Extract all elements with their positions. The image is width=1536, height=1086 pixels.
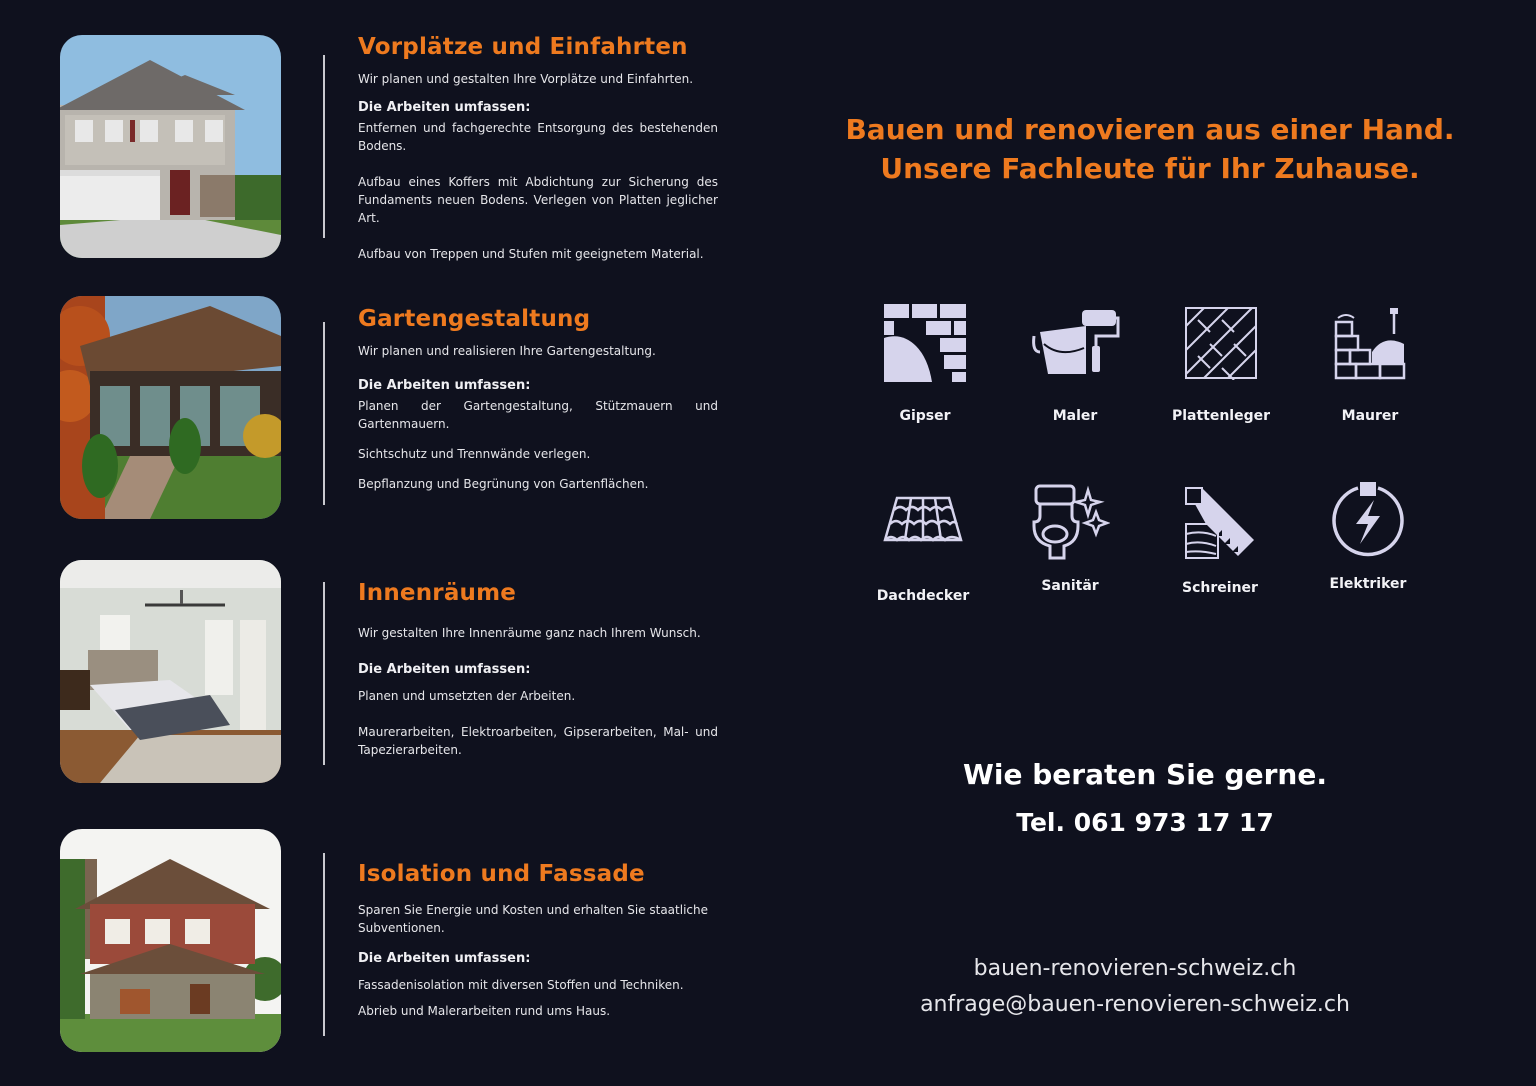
brick-trowel-icon	[1332, 306, 1408, 382]
section-intro: Wir gestalten Ihre Innenräume ganz nach Ihrem Wunsch.	[358, 626, 701, 640]
section-item: Sichtschutz und Trennwände verlegen.	[358, 447, 591, 461]
trade-gipser	[855, 302, 995, 424]
trade-label: Sanitär	[1041, 578, 1099, 594]
plaster-wall-icon	[882, 302, 968, 384]
paint-roller-icon	[1030, 302, 1120, 384]
section-isolation	[358, 861, 718, 1020]
trade-label: Elektriker	[1329, 576, 1407, 592]
photo-garden-house	[60, 296, 281, 519]
trade-label: Schreiner	[1182, 580, 1258, 596]
trade-label: Plattenleger	[1171, 408, 1271, 424]
website-link[interactable]: bauen-renovieren-schweiz.ch	[973, 956, 1297, 981]
section-item: Entfernen und fachgerechte Entsorgung des bestehenden Bodens.	[358, 121, 718, 153]
power-plug-icon	[1330, 482, 1406, 558]
divider-line	[323, 55, 325, 238]
trade-label: Maler	[1052, 408, 1098, 424]
section-title: Innenräume	[358, 580, 517, 606]
section-title: Isolation und Fassade	[358, 861, 645, 887]
section-item: Planen und umsetzten der Arbeiten.	[358, 689, 576, 703]
section-item: Aufbau eines Koffers mit Abdichtung zur Sicherung des Fundaments neuen Bodens. Verlegen von Platten jeglicher Art.	[358, 175, 718, 225]
section-intro: Wir planen und gestalten Ihre Vorplätze und Einfahrten.	[358, 72, 694, 86]
divider-line	[323, 582, 325, 765]
photo-craftsman-house	[60, 829, 281, 1052]
headline-line2: Unsere Fachleute für Ihr Zuhause.	[880, 152, 1420, 185]
section-intro: Wir planen und realisieren Ihre Gartengestaltung.	[358, 344, 656, 358]
trade-label: Dachdecker	[876, 588, 970, 604]
section-subtitle: Die Arbeiten umfassen:	[358, 662, 531, 677]
photo-house-driveway	[60, 35, 281, 258]
trade-schreiner	[1150, 484, 1290, 596]
section-item: Maurerarbeiten, Elektroarbeiten, Gipserarbeiten, Mal- und Tapezierarbeiten.	[358, 725, 718, 757]
trade-maler	[1005, 302, 1145, 424]
section-subtitle: Die Arbeiten umfassen:	[358, 378, 531, 393]
section-item: Bepflanzung und Begrünung von Gartenflächen.	[358, 477, 649, 491]
section-item: Planen der Gartengestaltung, Stützmauern und Gartenmauern.	[358, 399, 718, 431]
headline-line1: Bauen und renovieren aus einer Hand.	[845, 113, 1455, 146]
headline	[820, 110, 1480, 188]
section-item: Aufbau von Treppen und Stufen mit geeignetem Material.	[358, 247, 704, 261]
contact-phone[interactable]: Tel. 061 973 17 17	[1016, 808, 1274, 837]
trade-label: Maurer	[1341, 408, 1399, 424]
divider-line	[323, 853, 325, 1036]
saw-icon	[1182, 484, 1258, 560]
trade-sanitaer	[1000, 482, 1140, 594]
trade-dachdecker	[853, 494, 993, 604]
roof-tile-icon	[881, 494, 965, 546]
tile-icon	[1184, 306, 1258, 380]
section-intro: Sparen Sie Energie und Kosten und erhalten Sie staatliche Subventionen.	[358, 903, 708, 935]
section-gartengestaltung	[358, 306, 718, 493]
section-item: Fassadenisolation mit diversen Stoffen und Techniken.	[358, 978, 684, 992]
section-item: Abrieb und Malerarbeiten rund ums Haus.	[358, 1004, 611, 1018]
email-link[interactable]: anfrage@bauen-renovieren-schweiz.ch	[920, 992, 1350, 1017]
section-title: Vorplätze und Einfahrten	[358, 34, 688, 60]
trade-plattenleger	[1151, 306, 1291, 424]
contact-heading: Wie beraten Sie gerne.	[963, 758, 1327, 791]
trade-label: Gipser	[899, 408, 951, 424]
section-title: Gartengestaltung	[358, 306, 591, 332]
section-vorplaetze	[358, 34, 718, 263]
divider-line	[323, 322, 325, 505]
photo-bedroom	[60, 560, 281, 783]
toilet-icon	[1030, 482, 1110, 562]
section-subtitle: Die Arbeiten umfassen:	[358, 951, 531, 966]
section-subtitle: Die Arbeiten umfassen:	[358, 100, 531, 115]
trade-maurer	[1300, 306, 1440, 424]
section-innenraeume	[358, 580, 718, 759]
trade-elektriker	[1298, 482, 1438, 592]
